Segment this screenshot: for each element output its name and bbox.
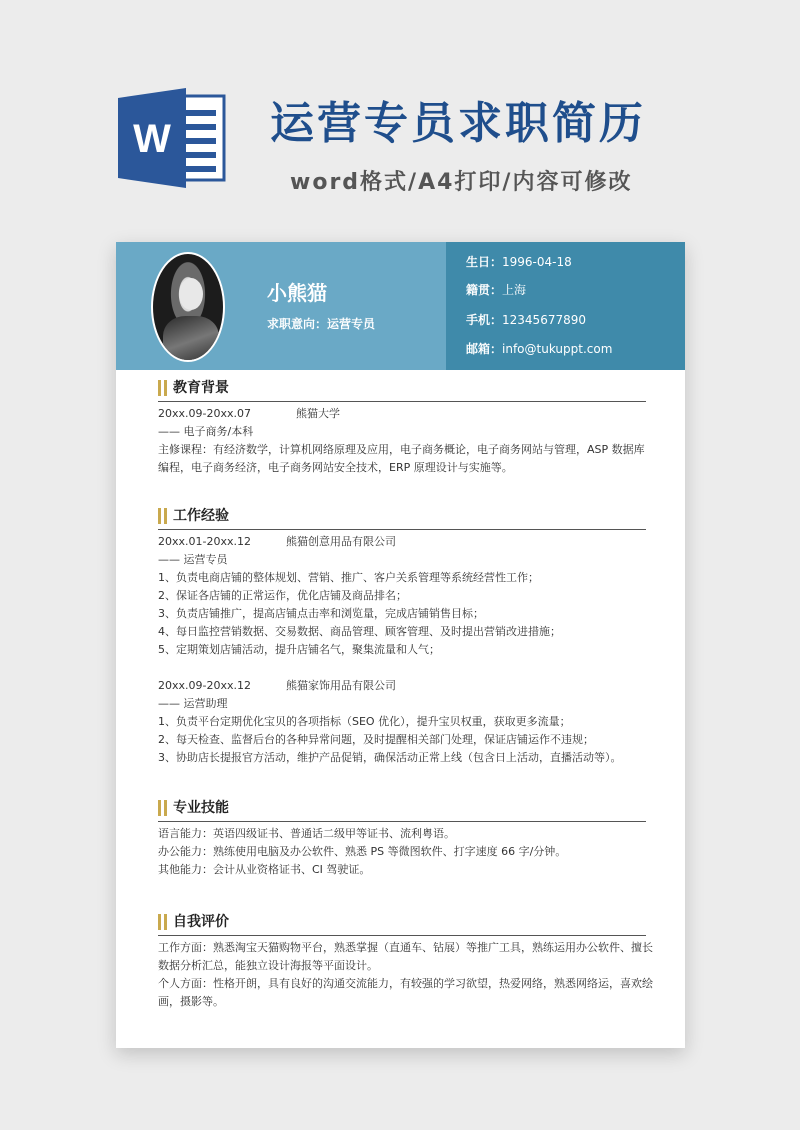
section-header bbox=[158, 798, 646, 822]
job-role: —— 运营助理 bbox=[158, 697, 228, 710]
job-duty: 3、协助店长提报官方活动，维护产品促销，确保活动正常上线（包含日上活动，直播活动等）。 bbox=[158, 751, 622, 764]
skills-section bbox=[158, 798, 646, 879]
job-duty: 4、每日监控营销数据、交易数据、商品管理、顾客管理、及时提出营销改进措施； bbox=[158, 625, 561, 638]
job-entry bbox=[158, 533, 646, 551]
job-duty: 5、定期策划店铺活动，提升店铺名气，聚集流量和人气； bbox=[158, 643, 440, 656]
self-eval-work: 工作方面：熟悉淘宝天猫购物平台，熟悉掌握（直通车、钻展）等推广工具，熟练运用办公软件、擅长 bbox=[158, 941, 653, 954]
email-value[interactable]: info@tukuppt.com bbox=[502, 342, 613, 356]
job-role: —— 运营专员 bbox=[158, 553, 228, 566]
origin-row bbox=[466, 282, 526, 298]
section-title: 工作经验 bbox=[173, 508, 229, 524]
birth-row bbox=[466, 254, 572, 270]
education-entry bbox=[158, 405, 646, 423]
candidate-name: 小熊猫 bbox=[267, 281, 327, 305]
education-courses: 主修课程：有经济数学，计算机网络原理及应用，电子商务概论，电子商务网站与管理，ASP 数据库编程，电子商务经济，电子商务网站安全技术，ERP 原理设计与实施等。 bbox=[158, 443, 645, 474]
birth-value: 1996-04-18 bbox=[502, 255, 572, 269]
skill-item: 其他能力：会计从业资格证书、CI 驾驶证。 bbox=[158, 863, 371, 876]
job-duty: 1、负责电商店铺的整体规划、营销、推广、客户关系管理等系统经营性工作； bbox=[158, 571, 539, 584]
education-section bbox=[158, 378, 646, 477]
birth-label: 生日： bbox=[466, 255, 503, 269]
phone-value: 12345677890 bbox=[502, 313, 586, 327]
job-duty: 1、负责平台定期优化宝贝的各项指标（SEO 优化），提升宝贝权重，获取更多流量； bbox=[158, 715, 571, 728]
email-label: 邮箱： bbox=[466, 342, 503, 356]
page-title: 运营专员求职简历 bbox=[270, 98, 646, 149]
skill-item: 办公能力：熟练使用电脑及办公软件、熟悉 PS 等微图软件、打字速度 66 字/分钟。 bbox=[158, 845, 567, 858]
self-eval-section bbox=[158, 912, 653, 1011]
section-marker-icon bbox=[158, 800, 161, 816]
company-name: 熊猫创意用品有限公司 bbox=[286, 535, 396, 548]
self-eval-work-cont: 数据分析汇总，能独立设计海报等平面设计。 bbox=[158, 959, 378, 972]
education-major: —— 电子商务/本科 bbox=[158, 425, 254, 438]
job-duty: 2、保证各店铺的正常运作，优化店铺及商品排名； bbox=[158, 589, 407, 602]
word-logo-letter: W bbox=[133, 117, 171, 161]
job-intent: 求职意向：运营专员 bbox=[267, 317, 376, 331]
origin-value: 上海 bbox=[502, 283, 527, 297]
job-date: 20xx.09-20xx.12 bbox=[158, 679, 251, 692]
self-eval-personal-cont: 画，摄影等。 bbox=[158, 995, 224, 1008]
section-marker-icon bbox=[158, 914, 161, 930]
job-date: 20xx.01-20xx.12 bbox=[158, 535, 251, 548]
section-title: 教育背景 bbox=[173, 380, 229, 396]
email-row bbox=[466, 341, 612, 357]
section-header bbox=[158, 378, 646, 402]
self-eval-personal: 个人方面：性格开朗，具有良好的沟通交流能力，有较强的学习欲望，热爱网络，熟悉网络运，喜欢绘 bbox=[158, 977, 653, 990]
section-header bbox=[158, 506, 646, 530]
job-duty: 2、每天检查、监督后台的各种异常问题，及时提醒相关部门处理，保证店铺运作不违规； bbox=[158, 733, 594, 746]
resume-page bbox=[116, 242, 685, 1048]
phone-label: 手机： bbox=[466, 313, 503, 327]
job-entry bbox=[158, 677, 646, 695]
school-name: 熊猫大学 bbox=[296, 407, 340, 420]
education-date: 20xx.09-20xx.07 bbox=[158, 407, 251, 420]
section-marker-icon bbox=[158, 508, 161, 524]
section-title: 自我评价 bbox=[173, 914, 229, 930]
profile-photo bbox=[151, 252, 225, 362]
section-marker-icon bbox=[158, 380, 161, 396]
page-subtitle: word格式/A4打印/内容可修改 bbox=[290, 170, 633, 195]
skill-item: 语言能力：英语四级证书、普通话二级甲等证书、流利粤语。 bbox=[158, 827, 455, 840]
company-name: 熊猫家饰用品有限公司 bbox=[286, 679, 396, 692]
origin-label: 籍贯： bbox=[466, 283, 503, 297]
phone-row bbox=[466, 312, 586, 328]
section-header bbox=[158, 912, 646, 936]
word-logo-icon bbox=[118, 88, 228, 188]
job-duty: 3、负责店铺推广，提高店铺点击率和浏览量，完成店铺销售目标； bbox=[158, 607, 484, 620]
section-title: 专业技能 bbox=[173, 800, 229, 816]
experience-section bbox=[158, 506, 646, 767]
